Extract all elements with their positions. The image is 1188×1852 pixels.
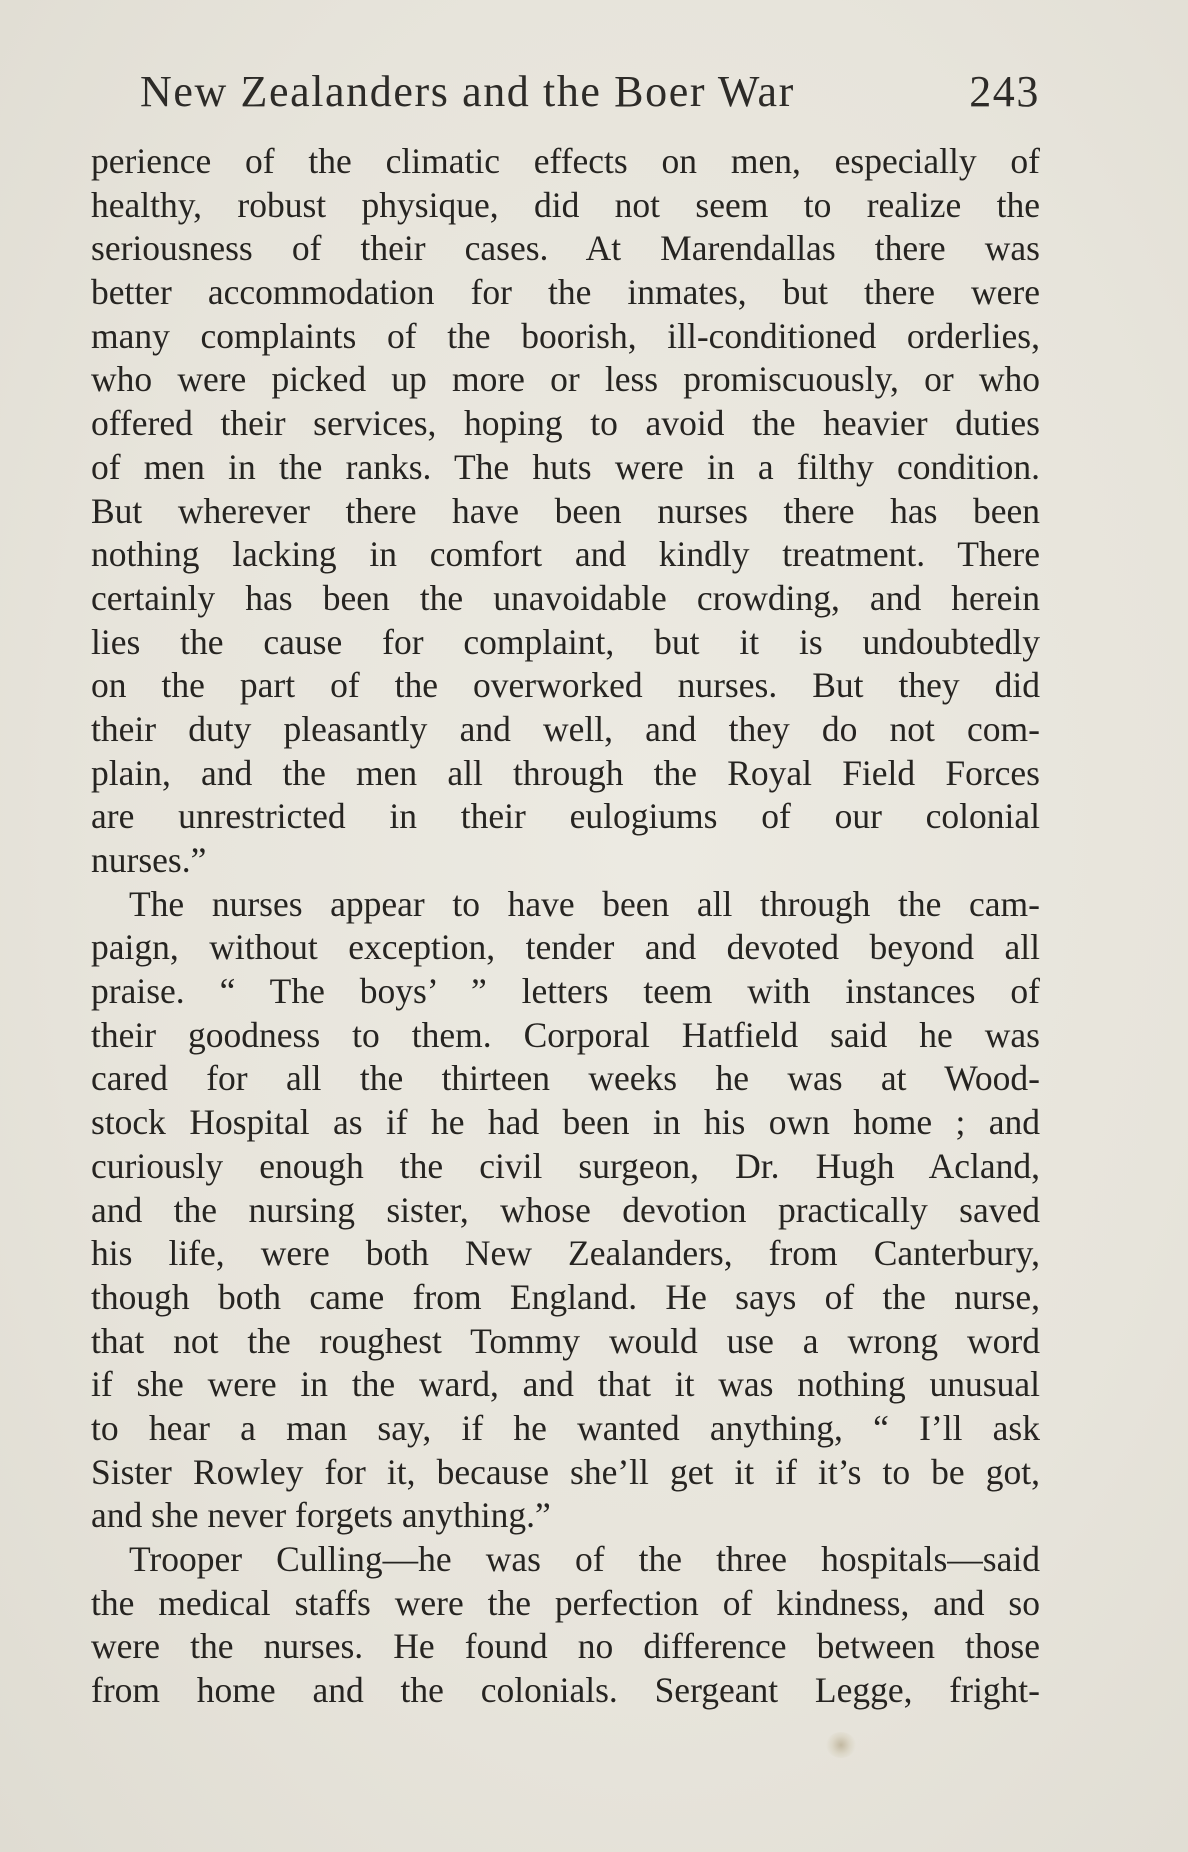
paragraph-start-line: The nurses appear to have been all through the cam- <box>129 883 1040 924</box>
text-line: to hear a man say, if he wanted anything, “ I’ll ask <box>91 1407 1040 1448</box>
text-line: from home and the colonials. Sergeant Legge, fright- <box>91 1670 1040 1711</box>
text-line: though both came from England. He says of the nurse, <box>91 1276 1040 1317</box>
text-line: and the nursing sister, whose devotion practically saved <box>91 1189 1040 1230</box>
text-line: curiously enough the civil surgeon, Dr. Hugh Acland, <box>91 1145 1040 1186</box>
running-title: New Zealanders and the Boer War <box>140 67 795 116</box>
text-line: of men in the ranks. The huts were in a filthy condition. <box>91 446 1040 487</box>
text-line: nothing lacking in comfort and kindly treatment. There <box>91 534 1040 575</box>
page-number: 243 <box>969 67 1040 116</box>
text-line: cared for all the thirteen weeks he was at Wood- <box>91 1058 1040 1099</box>
paragraph-end-line: nurses.” <box>91 840 207 880</box>
text-line: better accommodation for the inmates, but there were <box>91 272 1040 313</box>
paragraph-end-line: and she never forgets anything.” <box>91 1495 551 1536</box>
body-text <box>91 140 1040 1713</box>
running-header <box>140 66 1040 126</box>
text-line: on the part of the overworked nurses. But they did <box>91 665 1040 706</box>
text-line: Sister Rowley for it, because she’ll get it if it’s to be got, <box>91 1451 1040 1492</box>
text-line: that not the roughest Tommy would use a wrong word <box>91 1320 1040 1361</box>
text-line: stock Hospital as if he had been in his own home ; and <box>91 1102 1040 1143</box>
text-line: are unrestricted in their eulogiums of our colonial <box>91 796 1040 837</box>
text-line: were the nurses. He found no difference between those <box>91 1626 1040 1667</box>
paper-stain <box>826 1732 856 1758</box>
paragraph-start-line: Trooper Culling—he was of the three hospitals—said <box>129 1539 1040 1579</box>
text-line: paign, without exception, tender and devoted beyond all <box>91 927 1040 968</box>
text-line: who were picked up more or less promiscuously, or who <box>91 359 1040 400</box>
text-line: his life, were both New Zealanders, from Canterbury, <box>91 1233 1040 1274</box>
text-line: lies the cause for complaint, but it is undoubtedly <box>91 621 1040 662</box>
text-line: healthy, robust physique, did not seem to realize the <box>91 184 1040 225</box>
text-line: But wherever there have been nurses there has been <box>91 490 1040 531</box>
text-line: seriousness of their cases. At Marendallas there was <box>91 228 1040 269</box>
text-line: plain, and the men all through the Royal Field Forces <box>91 752 1040 793</box>
text-line: the medical staffs were the perfection of kindness, and so <box>91 1582 1040 1623</box>
text-line: praise. “ The boys’ ” letters teem with instances of <box>91 971 1040 1012</box>
text-line: many complaints of the boorish, ill-conditioned orderlies, <box>91 315 1040 356</box>
text-line: if she were in the ward, and that it was nothing unusual <box>91 1364 1040 1405</box>
text-line: offered their services, hoping to avoid the heavier duties <box>91 403 1040 444</box>
text-line: certainly has been the unavoidable crowding, and herein <box>91 577 1040 618</box>
text-line: their duty pleasantly and well, and they do not com- <box>91 708 1040 749</box>
text-line: their goodness to them. Corporal Hatfield said he was <box>91 1014 1040 1055</box>
text-line: perience of the climatic effects on men, especially of <box>91 141 1040 181</box>
